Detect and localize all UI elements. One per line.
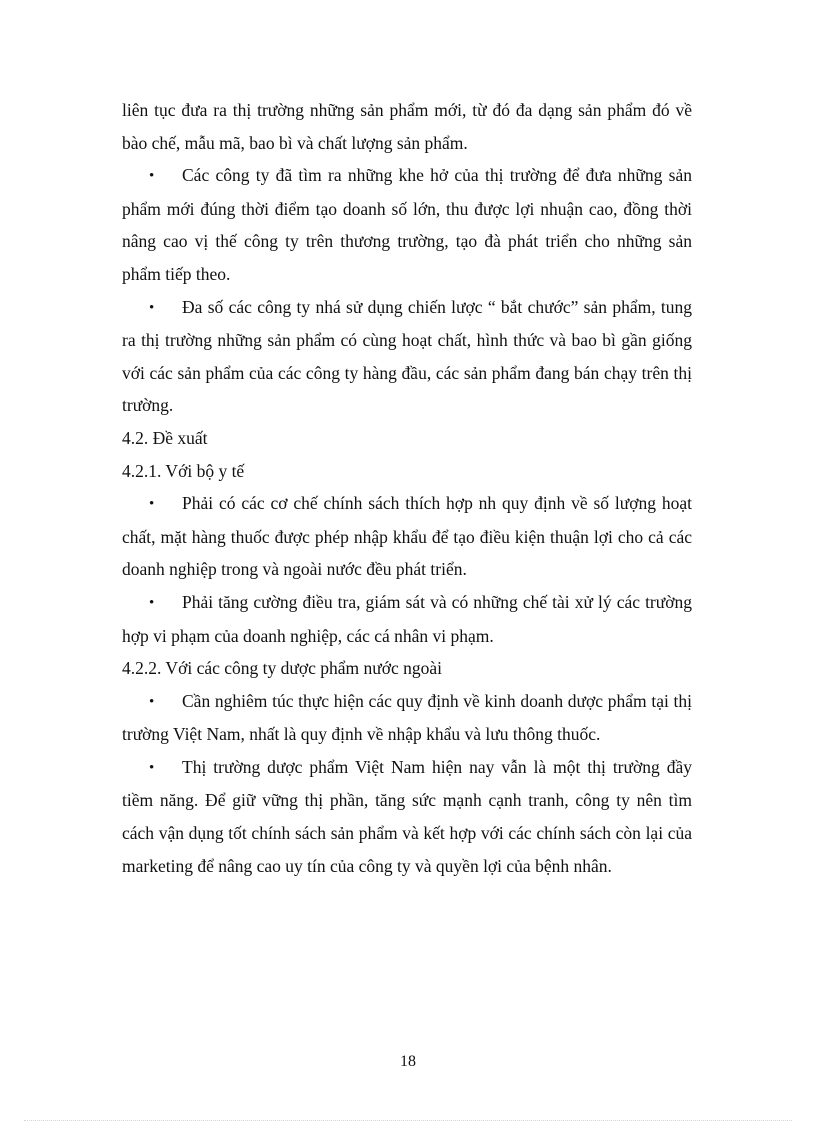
bullet-item [122,159,692,290]
bullet-item [122,586,692,652]
paragraph-continuation: liên tục đưa ra thị trường những sản phẩm mới, từ đó đa dạng sản phẩm đó về bào chế, mẫu mã, bao bì và chất lượng sản phẩm. [122,100,692,153]
page-bottom-divider [24,1120,792,1121]
bullet-icon: • [149,693,155,710]
bullet-text: Đa số các công ty nhá sử dụng chiến lược “ bắt chước” sản phẩm, tung ra thị trường những sản phẩm có cùng hoạt chất, hình thức và bao bì gần giống với các sản phẩm của các công ty hàng đầu, các sản phẩm đang bán chạy trên thị trường. [122,296,692,416]
bullet-item [122,487,692,586]
page-content [122,94,692,882]
bullet-item [122,291,692,422]
bullet-icon: • [149,759,155,776]
subsection-heading: 4.2.1. Với bộ y tế [122,460,245,481]
bullet-text: Phải có các cơ chế chính sách thích hợp nh quy định về số lượng hoạt chất, mặt hàng thuốc được phép nhập khẩu để tạo điều kiện thuận lợi cho cả các doanh nghiệp trong và ngoài nước đều phát triển. [122,493,692,580]
bullet-text: Thị trường dược phẩm Việt Nam hiện nay vẫn là một thị trường đầy tiềm năng. Để giữ vững thị phần, tăng sức mạnh cạnh tranh, công ty nên tìm cách vận dụng tốt chính sách sản phẩm và kết hợp với các chính sách còn lại của marketing để nâng cao uy tín của công ty và quyền lợi của bệnh nhân. [122,756,692,876]
page-number: 18 [400,1053,416,1070]
bullet-text: Cần nghiêm túc thực hiện các quy định về kinh doanh dược phẩm tại thị trường Việt Nam, nhất là quy định về nhập khẩu và lưu thông thuốc. [122,690,692,745]
bullet-text: Phải tăng cường điều tra, giám sát và có những chế tài xử lý các trường hợp vi phạm của doanh nghiệp, các cá nhân vi phạm. [122,591,692,646]
bullet-icon: • [149,496,155,513]
bullet-icon: • [149,594,155,611]
bullet-icon: • [149,299,155,316]
section-heading: 4.2. Đề xuất [122,427,208,448]
bullet-item [122,685,692,751]
subsection-heading: 4.2.2. Với các công ty dược phẩm nước ngoài [122,658,443,679]
bullet-item [122,751,692,882]
bullet-icon: • [149,168,155,185]
bullet-text: Các công ty đã tìm ra những khe hở của thị trường để đưa những sản phẩm mới đúng thời điểm tạo doanh số lớn, thu được lợi nhuận cao, đồng thời nâng cao vị thế công ty trên thương trường, tạo đà phát triển cho những sản phẩm tiếp theo. [122,165,692,284]
